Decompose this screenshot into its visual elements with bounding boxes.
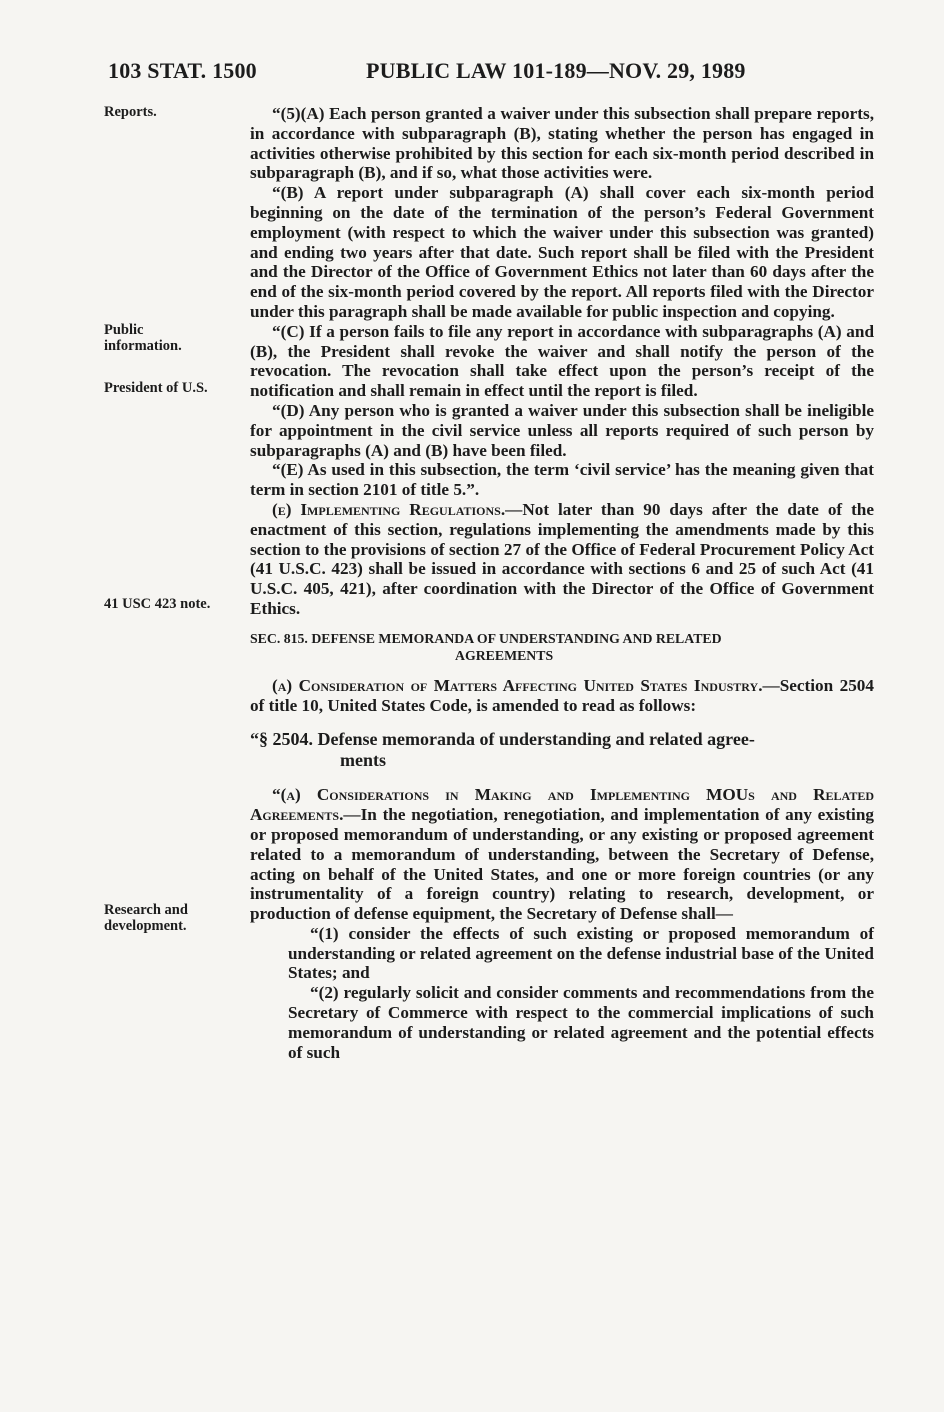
subsection-e-text: —Not later than 90 days after the date of the enactment of this section, regulations implementing the amendments made by this section to the provisions of section 27 of the Office of Federal Procurement Policy Act (41 U.S.C. 423) shall be issued in accordance with sections 6 and 25 of such Act (41 U.S.C. 405, 421), after coordination with the Director of the Office of Government Ethics. <box>250 499 874 618</box>
margin-note-president: President of U.S. <box>104 380 208 396</box>
paragraph-e: “(E) As used in this subsection, the term ‘civil service’ has the meaning given that term in section 2101 of title 5.”. <box>250 460 874 500</box>
paragraph-c: “(C) If a person fails to file any report in accordance with subparagraphs (A) and (B), the President shall revoke the waiver and shall notify the person of the revocation. The revocation shall take effect upon the person’s receipt of the notification and shall remain in effect until the report is filed. <box>250 321 874 401</box>
subsection-2504-a-text: —In the negotiation, renegotiation, and implementation of any existing or proposed memorandum of understanding, or any existing or proposed agreement related to a memorandum of understanding, between the Secretary of Defense, acting on behalf of the United States, and one or more foreign countries (or any instrumentality of a foreign country) relating to research, development, or production of defense equipment, the Secretary of Defense shall— <box>250 805 874 924</box>
section-2504-heading <box>250 729 874 771</box>
margin-note-line: Research and <box>104 902 188 918</box>
section-heading-line: ments <box>340 750 386 771</box>
stat-page-number: 103 STAT. 1500 <box>108 58 257 83</box>
section-heading-line: “§ 2504. Defense memoranda of understanding and related agree- <box>250 729 755 750</box>
margin-note-line: information. <box>104 338 182 354</box>
statute-body <box>250 104 874 1062</box>
paragraph-2: “(2) regularly solicit and consider comments and recommendations from the Secretary of Commerce with respect to the commercial implications of such memorandum of understanding or related agreement and the potential effects of such <box>288 983 874 1062</box>
margin-note-reports: Reports. <box>104 104 157 120</box>
paragraph-b: “(B) A report under subparagraph (A) shall cover each six-month period beginning on the date of the termination of the person’s Federal Government employment (with respect to which the waiver under this subsection was granted) and ending two years after that date. Such report shall be filed with the President and the Director of the Office of Government Ethics not later than 60 days after the end of the six-month period covered by the report. All reports filed with the Director under this paragraph shall be made available for public inspection and copying. <box>250 183 874 321</box>
margin-note-research <box>104 902 188 934</box>
margin-note-public-information <box>104 322 182 354</box>
paragraph-5a: “(5)(A) Each person granted a waiver under this subsection shall prepare reports, in accordance with subparagraph (B), stating whether the person has engaged in activities otherwise prohibited by this section for each six-month period described in subparagraph (B), and if so, what those activities were. <box>250 104 874 183</box>
paragraph-1: “(1) consider the effects of such existing or proposed memorandum of understanding or related agreement on the defense industrial base of the United States; and <box>288 923 874 983</box>
subsection-2504-a-heading: “(a) Considerations in Making and Implementing MOUs and Related Agreements. <box>250 785 874 825</box>
subsection-a <box>250 676 874 716</box>
margin-note-line: Public <box>104 322 144 338</box>
margin-note-usc: 41 USC 423 note. <box>104 596 211 612</box>
section-heading-line: AGREEMENTS <box>455 647 554 663</box>
subsection-2504-a <box>250 785 874 924</box>
subsection-e <box>250 500 874 619</box>
subsection-e-heading: (e) Implementing Regulations. <box>272 499 506 519</box>
section-heading-line: SEC. 815. DEFENSE MEMORANDA OF UNDERSTANDING AND RELATED <box>250 630 722 646</box>
section-815-heading <box>250 630 874 664</box>
margin-note-line: development. <box>104 918 187 934</box>
paragraph-d: “(D) Any person who is granted a waiver under this subsection shall be ineligible for appointment in the civil service unless all reports required of such person by subparagraphs (A) and (B) have been filed. <box>250 400 874 460</box>
page-header <box>108 58 878 92</box>
subsection-a-text: —Section 2504 of title 10, United States Code, is amended to read as follows: <box>250 675 874 715</box>
subsection-a-heading: (a) Consideration of Matters Affecting United States Industry. <box>272 675 763 695</box>
public-law-title: PUBLIC LAW 101-189—NOV. 29, 1989 <box>366 58 746 83</box>
